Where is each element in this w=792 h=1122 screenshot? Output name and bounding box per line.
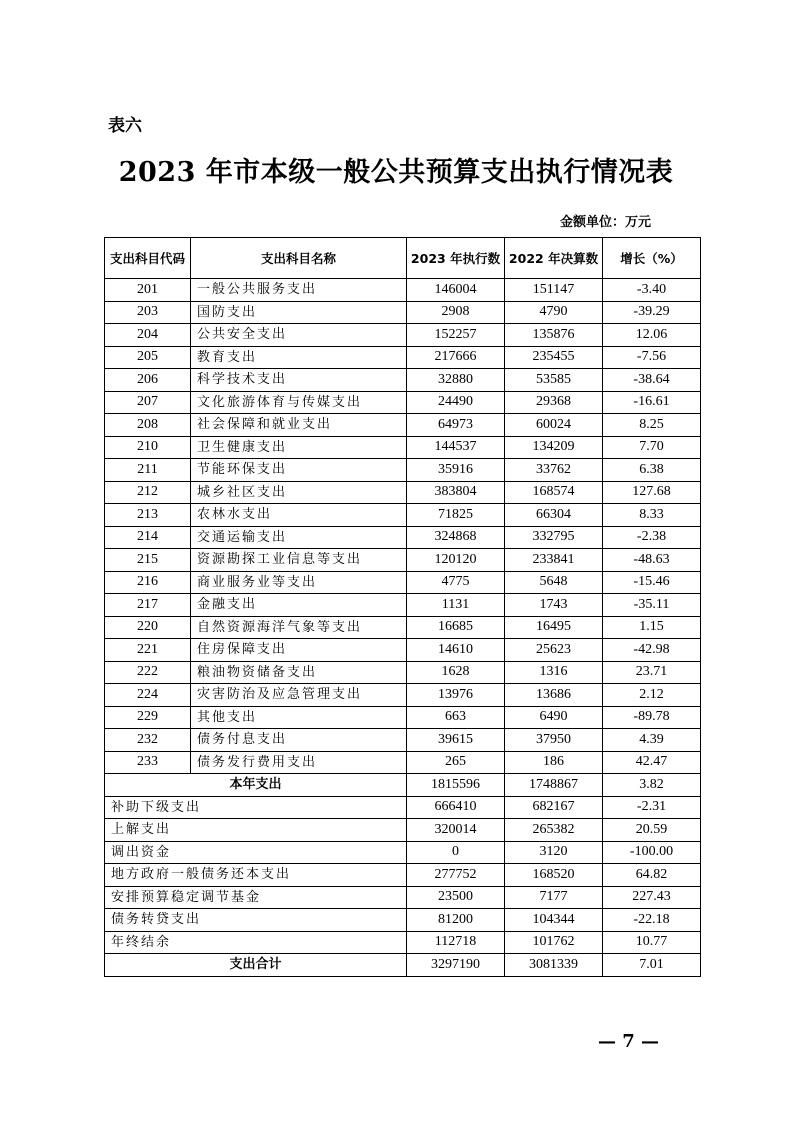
extra-row-name: 安排预算稳定调节基金: [105, 886, 407, 909]
row-value-2022: 168574: [505, 481, 603, 504]
total-value-2022: 3081339: [505, 954, 603, 977]
extra-row-name: 调出资金: [105, 841, 407, 864]
row-name: 一般公共服务支出: [191, 279, 407, 302]
row-name: 交通运输支出: [191, 526, 407, 549]
page-number: — 7 —: [598, 1031, 660, 1052]
row-code: 221: [105, 639, 191, 662]
table-row: [105, 661, 701, 684]
row-value-2022: 33762: [505, 459, 603, 482]
row-growth: -39.29: [603, 301, 701, 324]
row-value-2023: 13976: [407, 684, 505, 707]
row-value-2023: 265: [407, 751, 505, 774]
table-row: [105, 459, 701, 482]
row-code: 201: [105, 279, 191, 302]
subtotal-label: 本年支出: [105, 774, 407, 797]
row-value-2022: 332795: [505, 526, 603, 549]
table-row: [105, 594, 701, 617]
expenditure-table: [104, 237, 701, 977]
subtotal-value-2023: 1815596: [407, 774, 505, 797]
row-growth: 12.06: [603, 324, 701, 347]
row-value-2023: 144537: [407, 436, 505, 459]
row-growth: -3.40: [603, 279, 701, 302]
row-code: 204: [105, 324, 191, 347]
row-value-2023: 32880: [407, 369, 505, 392]
row-growth: -16.61: [603, 391, 701, 414]
table-row: [105, 684, 701, 707]
row-code: 214: [105, 526, 191, 549]
row-value-2022: 60024: [505, 414, 603, 437]
row-growth: 23.71: [603, 661, 701, 684]
row-name: 科学技术支出: [191, 369, 407, 392]
row-growth: -48.63: [603, 549, 701, 572]
row-code: 222: [105, 661, 191, 684]
row-name: 城乡社区支出: [191, 481, 407, 504]
header-2022: 2022 年决算数: [505, 238, 603, 279]
table-row: [105, 931, 701, 954]
total-label: 支出合计: [105, 954, 407, 977]
header-name: 支出科目名称: [191, 238, 407, 279]
row-value-2023: 64973: [407, 414, 505, 437]
row-value-2023: 71825: [407, 504, 505, 527]
row-name: 自然资源海洋气象等支出: [191, 616, 407, 639]
total-growth: 7.01: [603, 954, 701, 977]
row-growth: -42.98: [603, 639, 701, 662]
extra-row-value-2022: 3120: [505, 841, 603, 864]
extra-row-name: 上解支出: [105, 819, 407, 842]
subtotal-value-2022: 1748867: [505, 774, 603, 797]
row-growth: 127.68: [603, 481, 701, 504]
table-row: [105, 886, 701, 909]
extra-row-growth: 10.77: [603, 931, 701, 954]
extra-row-value-2022: 168520: [505, 864, 603, 887]
row-value-2023: 663: [407, 706, 505, 729]
extra-row-value-2022: 7177: [505, 886, 603, 909]
extra-row-name: 债务转贷支出: [105, 909, 407, 932]
table-row: [105, 436, 701, 459]
subtotal-row: [105, 774, 701, 797]
row-code: 215: [105, 549, 191, 572]
row-value-2022: 135876: [505, 324, 603, 347]
row-value-2023: 152257: [407, 324, 505, 347]
extra-row-name: 地方政府一般债务还本支出: [105, 864, 407, 887]
row-code: 229: [105, 706, 191, 729]
header-2023: 2023 年执行数: [407, 238, 505, 279]
extra-row-growth: 64.82: [603, 864, 701, 887]
row-code: 208: [105, 414, 191, 437]
row-value-2022: 4790: [505, 301, 603, 324]
row-value-2022: 13686: [505, 684, 603, 707]
row-name: 农林水支出: [191, 504, 407, 527]
row-growth: -35.11: [603, 594, 701, 617]
row-code: 207: [105, 391, 191, 414]
table-row: [105, 864, 701, 887]
table-label: 表六: [108, 116, 142, 136]
row-value-2023: 324868: [407, 526, 505, 549]
row-growth: -2.38: [603, 526, 701, 549]
table-row: [105, 369, 701, 392]
row-value-2022: 1743: [505, 594, 603, 617]
table-row: [105, 639, 701, 662]
table-row: [105, 301, 701, 324]
row-name: 教育支出: [191, 346, 407, 369]
row-value-2023: 217666: [407, 346, 505, 369]
row-value-2023: 146004: [407, 279, 505, 302]
row-value-2023: 24490: [407, 391, 505, 414]
row-value-2022: 186: [505, 751, 603, 774]
row-name: 债务发行费用支出: [191, 751, 407, 774]
page-title: 2023 年市本级一般公共预算支出执行情况表: [118, 157, 674, 188]
row-name: 文化旅游体育与传媒支出: [191, 391, 407, 414]
table-row: [105, 526, 701, 549]
table-row: [105, 346, 701, 369]
extra-row-value-2023: 81200: [407, 909, 505, 932]
row-code: 203: [105, 301, 191, 324]
row-value-2022: 134209: [505, 436, 603, 459]
row-code: 217: [105, 594, 191, 617]
row-name: 其他支出: [191, 706, 407, 729]
table-row: [105, 841, 701, 864]
row-growth: 7.70: [603, 436, 701, 459]
row-code: 233: [105, 751, 191, 774]
row-value-2022: 66304: [505, 504, 603, 527]
extra-row-value-2023: 666410: [407, 796, 505, 819]
extra-row-value-2022: 104344: [505, 909, 603, 932]
row-code: 224: [105, 684, 191, 707]
row-code: 210: [105, 436, 191, 459]
table-row: [105, 279, 701, 302]
extra-row-name: 补助下级支出: [105, 796, 407, 819]
table-row: [105, 391, 701, 414]
header-code: 支出科目代码: [105, 238, 191, 279]
row-name: 金融支出: [191, 594, 407, 617]
row-value-2022: 1316: [505, 661, 603, 684]
row-growth: 8.25: [603, 414, 701, 437]
table-row: [105, 504, 701, 527]
row-growth: 4.39: [603, 729, 701, 752]
row-growth: -7.56: [603, 346, 701, 369]
table-row: [105, 751, 701, 774]
row-growth: 1.15: [603, 616, 701, 639]
extra-row-value-2023: 112718: [407, 931, 505, 954]
total-row: [105, 954, 701, 977]
row-growth: 42.47: [603, 751, 701, 774]
row-code: 216: [105, 571, 191, 594]
row-value-2022: 235455: [505, 346, 603, 369]
row-value-2022: 5648: [505, 571, 603, 594]
row-name: 国防支出: [191, 301, 407, 324]
row-code: 206: [105, 369, 191, 392]
row-value-2023: 383804: [407, 481, 505, 504]
row-value-2022: 6490: [505, 706, 603, 729]
row-growth: 6.38: [603, 459, 701, 482]
row-value-2022: 25623: [505, 639, 603, 662]
table-row: [105, 909, 701, 932]
row-name: 住房保障支出: [191, 639, 407, 662]
extra-row-growth: 227.43: [603, 886, 701, 909]
extra-row-growth: -2.31: [603, 796, 701, 819]
row-code: 205: [105, 346, 191, 369]
row-value-2023: 1628: [407, 661, 505, 684]
row-value-2023: 120120: [407, 549, 505, 572]
row-growth: -38.64: [603, 369, 701, 392]
table-row: [105, 706, 701, 729]
extra-row-value-2023: 320014: [407, 819, 505, 842]
row-name: 灾害防治及应急管理支出: [191, 684, 407, 707]
extra-row-value-2022: 101762: [505, 931, 603, 954]
row-name: 粮油物资储备支出: [191, 661, 407, 684]
row-name: 节能环保支出: [191, 459, 407, 482]
row-code: 213: [105, 504, 191, 527]
row-growth: 8.33: [603, 504, 701, 527]
extra-row-value-2023: 277752: [407, 864, 505, 887]
table-row: [105, 481, 701, 504]
extra-row-growth: 20.59: [603, 819, 701, 842]
amount-unit: 金额单位：万元: [560, 215, 652, 230]
row-value-2023: 16685: [407, 616, 505, 639]
row-code: 232: [105, 729, 191, 752]
row-value-2022: 16495: [505, 616, 603, 639]
extra-row-value-2023: 23500: [407, 886, 505, 909]
header-growth: 增长（%）: [603, 238, 701, 279]
table-row: [105, 796, 701, 819]
row-name: 社会保障和就业支出: [191, 414, 407, 437]
row-name: 商业服务业等支出: [191, 571, 407, 594]
row-value-2022: 29368: [505, 391, 603, 414]
table-row: [105, 819, 701, 842]
row-code: 212: [105, 481, 191, 504]
row-value-2023: 35916: [407, 459, 505, 482]
extra-row-value-2022: 682167: [505, 796, 603, 819]
row-value-2023: 39615: [407, 729, 505, 752]
extra-row-growth: -100.00: [603, 841, 701, 864]
row-growth: -15.46: [603, 571, 701, 594]
row-value-2022: 53585: [505, 369, 603, 392]
table-header-row: [105, 238, 701, 279]
row-code: 220: [105, 616, 191, 639]
extra-row-value-2022: 265382: [505, 819, 603, 842]
row-value-2022: 151147: [505, 279, 603, 302]
row-growth: 2.12: [603, 684, 701, 707]
row-value-2023: 14610: [407, 639, 505, 662]
table-row: [105, 414, 701, 437]
table-row: [105, 324, 701, 347]
row-value-2022: 233841: [505, 549, 603, 572]
row-value-2022: 37950: [505, 729, 603, 752]
table-row: [105, 616, 701, 639]
extra-row-name: 年终结余: [105, 931, 407, 954]
table-row: [105, 571, 701, 594]
row-value-2023: 2908: [407, 301, 505, 324]
row-name: 公共安全支出: [191, 324, 407, 347]
extra-row-value-2023: 0: [407, 841, 505, 864]
table-row: [105, 549, 701, 572]
row-name: 卫生健康支出: [191, 436, 407, 459]
subtotal-growth: 3.82: [603, 774, 701, 797]
row-code: 211: [105, 459, 191, 482]
row-value-2023: 4775: [407, 571, 505, 594]
row-growth: -89.78: [603, 706, 701, 729]
row-name: 债务付息支出: [191, 729, 407, 752]
total-value-2023: 3297190: [407, 954, 505, 977]
row-value-2023: 1131: [407, 594, 505, 617]
extra-row-growth: -22.18: [603, 909, 701, 932]
table-row: [105, 729, 701, 752]
row-name: 资源勘探工业信息等支出: [191, 549, 407, 572]
